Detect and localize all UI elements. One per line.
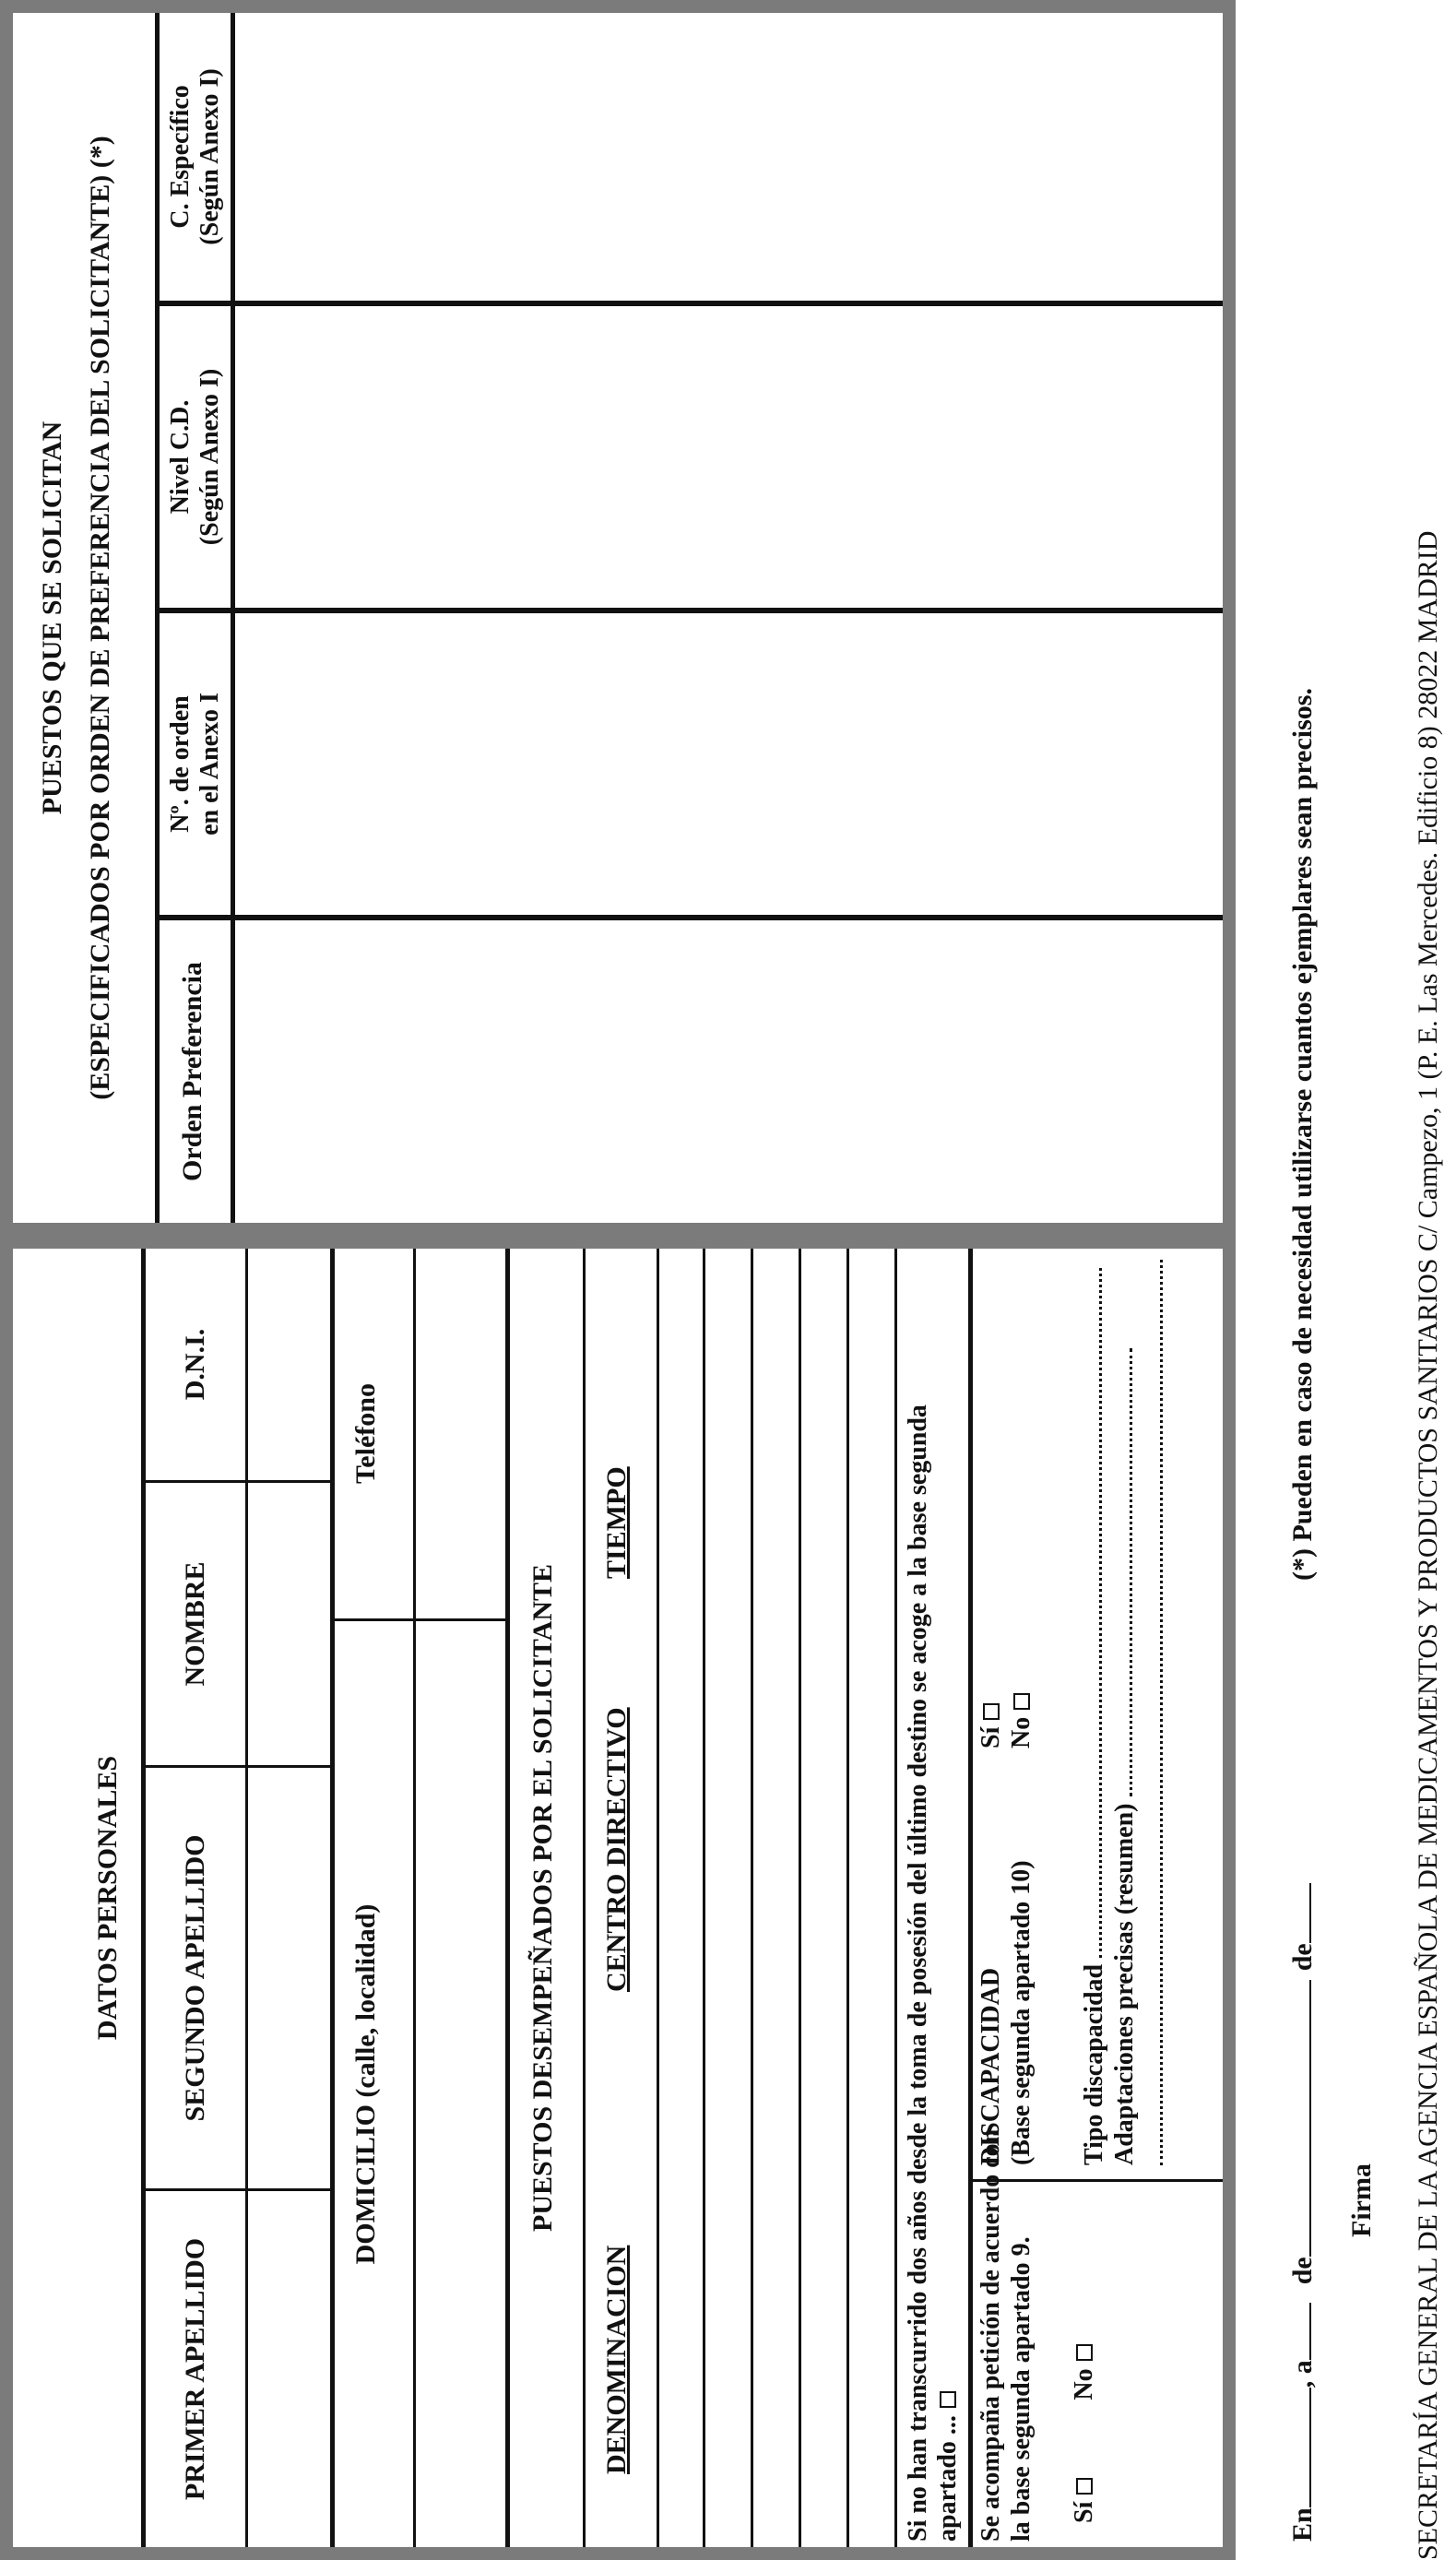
col-especifico-line2: (Según Anexo I) (195, 68, 224, 245)
day-field[interactable] (1309, 2303, 1311, 2360)
header-bottom-line (245, 1249, 248, 2547)
col-nombre: NOMBRE (180, 1561, 210, 1687)
solicitados-subtitle: (ESPECIFICADOS POR ORDEN DE PREFERENCIA DEL SOLICITANTE) (*) (85, 136, 115, 1100)
peticion-si-checkbox[interactable] (1076, 2478, 1093, 2495)
puestos-title-line (583, 1249, 586, 2547)
nota-asterisco: (*) Pueden en caso de necesidad utilizarse cuantos ejemplares sean precisos. (1287, 688, 1318, 1581)
discapacidad-no-checkbox[interactable] (1013, 1693, 1030, 1710)
solicitados-header-bottom (231, 13, 235, 1223)
solicitados-header-top (155, 13, 160, 1223)
puestos-row-line-3 (751, 1249, 753, 2547)
domicilio-line (413, 1249, 416, 2547)
header-divider-3 (141, 1480, 332, 1483)
peticion-line2: la base segunda apartado 9. (1007, 2236, 1036, 2542)
domicilio-label: DOMICILIO (calle, localidad) (350, 1903, 381, 2265)
domicilio-bottom (505, 1249, 510, 2547)
adaptaciones-field-2[interactable] (1142, 1260, 1163, 2165)
discapacidad-block (976, 1860, 1036, 2165)
place-field[interactable] (1309, 2388, 1311, 2507)
col-dni: D.N.I. (180, 1328, 210, 1401)
year-field[interactable] (1309, 1883, 1311, 1943)
col-numero-orden (166, 613, 225, 915)
personal-title: DATOS PERSONALES (92, 1755, 123, 2041)
puestos-row-line-4 (799, 1249, 801, 2547)
peticion-si-label: Sí (1070, 2501, 1098, 2523)
tipo-field[interactable] (1099, 1268, 1102, 1958)
col-numero-line2: en el Anexo I (195, 693, 224, 836)
col-nivel-line1: Nivel C.D. (166, 399, 195, 515)
peticion-line1: Se acompaña petición de acuerdo con (977, 2128, 1005, 2542)
solicitados-divider-2 (155, 608, 1223, 613)
puestos-row-line-1 (657, 1249, 659, 2547)
col-tiempo: TIEMPO (601, 1466, 632, 1579)
puestos-row-line-6 (894, 1249, 897, 2547)
discapacidad-si-checkbox[interactable] (983, 1703, 1000, 1720)
adaptaciones-label: Adaptaciones precisas (resumen) (1110, 1803, 1139, 2165)
header-divider-1 (141, 2188, 332, 2191)
col-primer-apellido: PRIMER APELLIDO (180, 2237, 210, 2501)
col-denominacion: DENOMINACION (601, 2245, 632, 2474)
discapacidad-base: (Base segunda apartado 10) (1007, 1860, 1036, 2165)
de1-label: de (1287, 2257, 1318, 2285)
peticion-options (1070, 2344, 1099, 2523)
en-label: En (1287, 2507, 1318, 2542)
name-row-bottom (330, 1249, 335, 2547)
peticion-no-label: No (1070, 2368, 1098, 2400)
month-field[interactable] (1309, 1980, 1311, 2257)
dos-anos-line1: Si no han transcurrido dos años desde la toma de posesión del último destino se acoge a la base segunda (904, 1404, 932, 2542)
dos-anos-text (904, 1404, 963, 2542)
secretaria-address: SECRETARÍA GENERAL DE LA AGENCIA ESPAÑOLA DE MEDICAMENTOS Y PRODUCTOS SANITARIOS C/ Campezo, 1 (P. E. Las Mercedes. Edificio 8) 28022 MADRID (1413, 530, 1443, 2560)
col-c-especifico (166, 13, 225, 301)
puestos-desempenados-title: PUESTOS DESEMPEÑADOS POR EL SOLICITANTE (527, 1563, 558, 2233)
discapacidad-no-label: No (1007, 1716, 1036, 1748)
a-label: , a (1287, 2360, 1318, 2388)
col-nivel-cd (166, 306, 225, 608)
puestos-row-line-2 (703, 1249, 705, 2547)
domicilio-divider (330, 1618, 507, 1621)
header-top-line (141, 1249, 146, 2547)
col-segundo-apellido: SEGUNDO APELLIDO (180, 1834, 210, 2122)
col-centro-directivo: CENTRO DIRECTIVO (601, 1707, 632, 1992)
de2-label: de (1287, 1943, 1318, 1972)
col-numero-line1: Nº. de orden (166, 695, 195, 833)
dos-anos-line2: apartado ... (933, 2415, 962, 2542)
solicitados-divider-3 (155, 301, 1223, 306)
peticion-text (976, 2129, 1036, 2542)
solicitados-divider-1 (155, 915, 1223, 920)
discapacidad-detail (1079, 1260, 1170, 2165)
puestos-row-line-5 (846, 1249, 849, 2547)
discapacidad-title: DISCAPACIDAD (977, 1967, 1005, 2165)
discapacidad-si-label: Sí (977, 1726, 1005, 1748)
tipo-label: Tipo discapacidad (1080, 1963, 1108, 2165)
dos-anos-checkbox[interactable] (940, 2391, 956, 2408)
telefono-label: Teléfono (350, 1383, 381, 1484)
col-especifico-line1: C. Específico (166, 85, 195, 229)
header-divider-2 (141, 1765, 332, 1768)
place-date-line (1287, 1883, 1319, 2542)
discapacidad-options (976, 1693, 1036, 1748)
peticion-no-checkbox[interactable] (1076, 2344, 1093, 2361)
col-orden-preferencia: Orden Preferencia (177, 962, 207, 1181)
firma-label: Firma (1346, 2163, 1377, 2237)
solicitados-title: PUESTOS QUE SE SOLICITAN (37, 421, 67, 815)
adaptaciones-field[interactable] (1130, 1348, 1132, 1796)
dos-anos-bottom (968, 1249, 973, 2547)
col-nivel-line2: (Según Anexo I) (195, 368, 224, 546)
